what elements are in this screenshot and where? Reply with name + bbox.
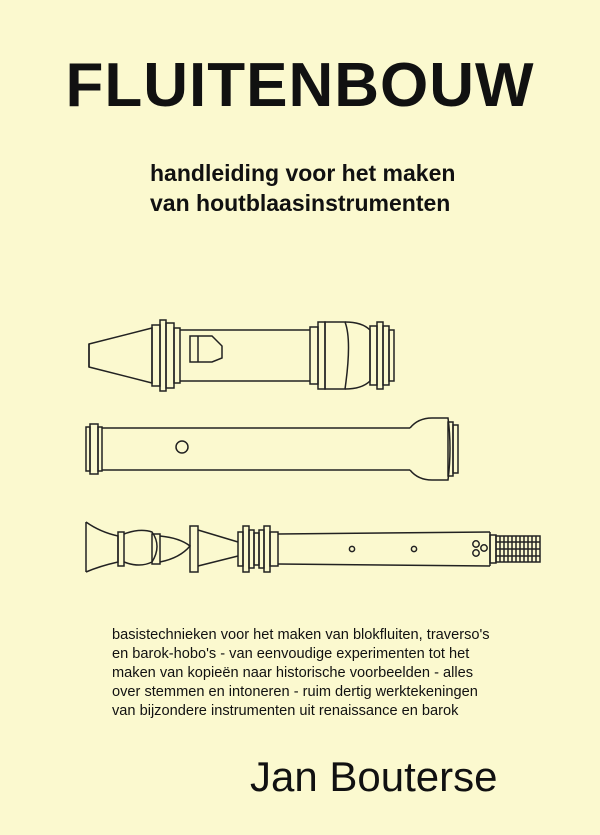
- description-line: over stemmen en intoneren - ruim dertig werktekeningen: [112, 684, 478, 700]
- book-subtitle: [150, 158, 590, 218]
- recorder-head-drawing: [89, 320, 394, 391]
- subtitle-line: van houtblaasinstrumenten: [150, 190, 451, 216]
- description-line: en barok-hobo's - van eenvoudige experimenten tot het: [112, 646, 470, 662]
- subtitle-line: handleiding voor het maken: [150, 160, 456, 186]
- description-line: basistechnieken voor het maken van blokfluiten, traverso's: [112, 627, 490, 643]
- oboe-drawing: [86, 522, 540, 572]
- author-name: Jan Bouterse: [250, 753, 498, 800]
- traverso-drawing: [86, 418, 458, 480]
- reed-wrap: [496, 536, 540, 562]
- description-line: maken van kopieën naar historische voorbeelden - alles: [112, 665, 474, 681]
- instrument-drawings: [0, 300, 600, 590]
- book-description: [112, 626, 592, 721]
- book-title: FLUITENBOUW: [65, 51, 535, 120]
- description-line: van bijzondere instrumenten uit renaissance en barok: [112, 703, 459, 719]
